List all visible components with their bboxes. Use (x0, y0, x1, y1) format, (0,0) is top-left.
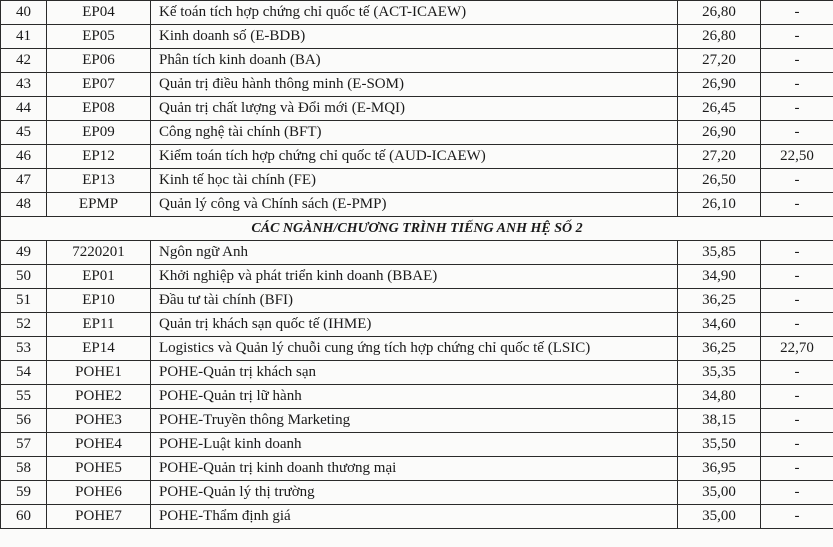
program-name: Logistics và Quản lý chuỗi cung ứng tích hợp chứng chỉ quốc tế (LSIC) (151, 337, 678, 361)
secondary-score: - (761, 505, 833, 529)
admission-score: 26,50 (678, 169, 761, 193)
row-number: 51 (1, 289, 47, 313)
program-code: EP07 (47, 73, 151, 97)
program-code: EP06 (47, 49, 151, 73)
row-number: 46 (1, 145, 47, 169)
table-row (1, 1, 833, 25)
row-number: 44 (1, 97, 47, 121)
row-number: 57 (1, 433, 47, 457)
admission-score: 26,10 (678, 193, 761, 217)
program-code: POHE1 (47, 361, 151, 385)
row-number: 52 (1, 313, 47, 337)
secondary-score: - (761, 73, 833, 97)
row-number: 47 (1, 169, 47, 193)
program-name: POHE-Quản trị lữ hành (151, 385, 678, 409)
row-number: 41 (1, 25, 47, 49)
admission-score: 27,20 (678, 49, 761, 73)
program-name: POHE-Quản trị kinh doanh thương mại (151, 457, 678, 481)
program-code: 7220201 (47, 241, 151, 265)
admission-score: 35,50 (678, 433, 761, 457)
row-number: 49 (1, 241, 47, 265)
admission-score: 34,80 (678, 385, 761, 409)
table-row (1, 241, 833, 265)
secondary-score: - (761, 433, 833, 457)
row-number: 42 (1, 49, 47, 73)
table-row (1, 121, 833, 145)
secondary-score: - (761, 265, 833, 289)
program-name: Kinh tế học tài chính (FE) (151, 169, 678, 193)
secondary-score: - (761, 49, 833, 73)
secondary-score: - (761, 385, 833, 409)
secondary-score: - (761, 97, 833, 121)
program-name: Quản trị chất lượng và Đổi mới (E-MQI) (151, 97, 678, 121)
row-number: 50 (1, 265, 47, 289)
program-name: Quản trị khách sạn quốc tế (IHME) (151, 313, 678, 337)
row-number: 56 (1, 409, 47, 433)
secondary-score: - (761, 409, 833, 433)
row-number: 53 (1, 337, 47, 361)
program-name: Công nghệ tài chính (BFT) (151, 121, 678, 145)
admission-score: 26,80 (678, 1, 761, 25)
admission-score: 36,95 (678, 457, 761, 481)
table-row (1, 145, 833, 169)
program-code: POHE2 (47, 385, 151, 409)
table-row (1, 193, 833, 217)
section-header-row (1, 217, 833, 241)
table-row (1, 289, 833, 313)
program-code: EP13 (47, 169, 151, 193)
table-row (1, 97, 833, 121)
secondary-score: - (761, 481, 833, 505)
secondary-score: - (761, 25, 833, 49)
table-row (1, 457, 833, 481)
program-code: POHE5 (47, 457, 151, 481)
program-code: EP04 (47, 1, 151, 25)
program-name: Kế toán tích hợp chứng chỉ quốc tế (ACT-ICAEW) (151, 1, 678, 25)
table-row (1, 49, 833, 73)
row-number: 60 (1, 505, 47, 529)
program-code: EP01 (47, 265, 151, 289)
program-code: EP08 (47, 97, 151, 121)
secondary-score: - (761, 313, 833, 337)
secondary-score: - (761, 1, 833, 25)
admission-score: 35,00 (678, 481, 761, 505)
secondary-score: - (761, 241, 833, 265)
row-number: 48 (1, 193, 47, 217)
table-body-top (1, 1, 833, 217)
table-row (1, 265, 833, 289)
admission-score: 27,20 (678, 145, 761, 169)
table-row (1, 433, 833, 457)
program-name: POHE-Quản trị khách sạn (151, 361, 678, 385)
admission-score: 26,90 (678, 121, 761, 145)
secondary-score: - (761, 121, 833, 145)
admission-score: 26,80 (678, 25, 761, 49)
program-code: POHE3 (47, 409, 151, 433)
admission-score: 35,85 (678, 241, 761, 265)
program-name: Ngôn ngữ Anh (151, 241, 678, 265)
program-name: POHE-Quản lý thị trường (151, 481, 678, 505)
program-name: Quản trị điều hành thông minh (E-SOM) (151, 73, 678, 97)
table-row (1, 25, 833, 49)
admission-score: 35,35 (678, 361, 761, 385)
admission-score: 26,90 (678, 73, 761, 97)
program-name: Kinh doanh số (E-BDB) (151, 25, 678, 49)
table-section (1, 217, 833, 241)
admission-score: 34,90 (678, 265, 761, 289)
program-name: Đầu tư tài chính (BFI) (151, 289, 678, 313)
table-row (1, 337, 833, 361)
program-name: Kiểm toán tích hợp chứng chỉ quốc tế (AUD-ICAEW) (151, 145, 678, 169)
row-number: 59 (1, 481, 47, 505)
secondary-score: - (761, 361, 833, 385)
table-body-bottom (1, 241, 833, 529)
admission-score: 34,60 (678, 313, 761, 337)
secondary-score: - (761, 289, 833, 313)
table-row (1, 505, 833, 529)
program-code: EP14 (47, 337, 151, 361)
program-code: POHE6 (47, 481, 151, 505)
secondary-score: 22,50 (761, 145, 833, 169)
table-row (1, 169, 833, 193)
admission-score: 36,25 (678, 289, 761, 313)
row-number: 43 (1, 73, 47, 97)
program-code: EP05 (47, 25, 151, 49)
secondary-score: - (761, 457, 833, 481)
program-code: POHE7 (47, 505, 151, 529)
table-row (1, 409, 833, 433)
program-name: POHE-Luật kinh doanh (151, 433, 678, 457)
admission-score: 35,00 (678, 505, 761, 529)
row-number: 55 (1, 385, 47, 409)
program-code: EP12 (47, 145, 151, 169)
program-name: Phân tích kinh doanh (BA) (151, 49, 678, 73)
secondary-score: 22,70 (761, 337, 833, 361)
program-name: POHE-Thẩm định giá (151, 505, 678, 529)
program-name: POHE-Truyền thông Marketing (151, 409, 678, 433)
row-number: 45 (1, 121, 47, 145)
table-row (1, 361, 833, 385)
program-code: POHE4 (47, 433, 151, 457)
admission-score: 26,45 (678, 97, 761, 121)
program-name: Quản lý công và Chính sách (E-PMP) (151, 193, 678, 217)
program-code: EP09 (47, 121, 151, 145)
program-code: EP11 (47, 313, 151, 337)
admission-score: 36,25 (678, 337, 761, 361)
admission-score: 38,15 (678, 409, 761, 433)
table-row (1, 313, 833, 337)
table-row (1, 481, 833, 505)
program-code: EP10 (47, 289, 151, 313)
row-number: 40 (1, 1, 47, 25)
table-row (1, 385, 833, 409)
row-number: 54 (1, 361, 47, 385)
section-title: CÁC NGÀNH/CHƯƠNG TRÌNH TIẾNG ANH HỆ SỐ 2 (1, 217, 833, 241)
row-number: 58 (1, 457, 47, 481)
secondary-score: - (761, 193, 833, 217)
secondary-score: - (761, 169, 833, 193)
table-row (1, 73, 833, 97)
program-name: Khởi nghiệp và phát triển kinh doanh (BBAE) (151, 265, 678, 289)
program-code: EPMP (47, 193, 151, 217)
